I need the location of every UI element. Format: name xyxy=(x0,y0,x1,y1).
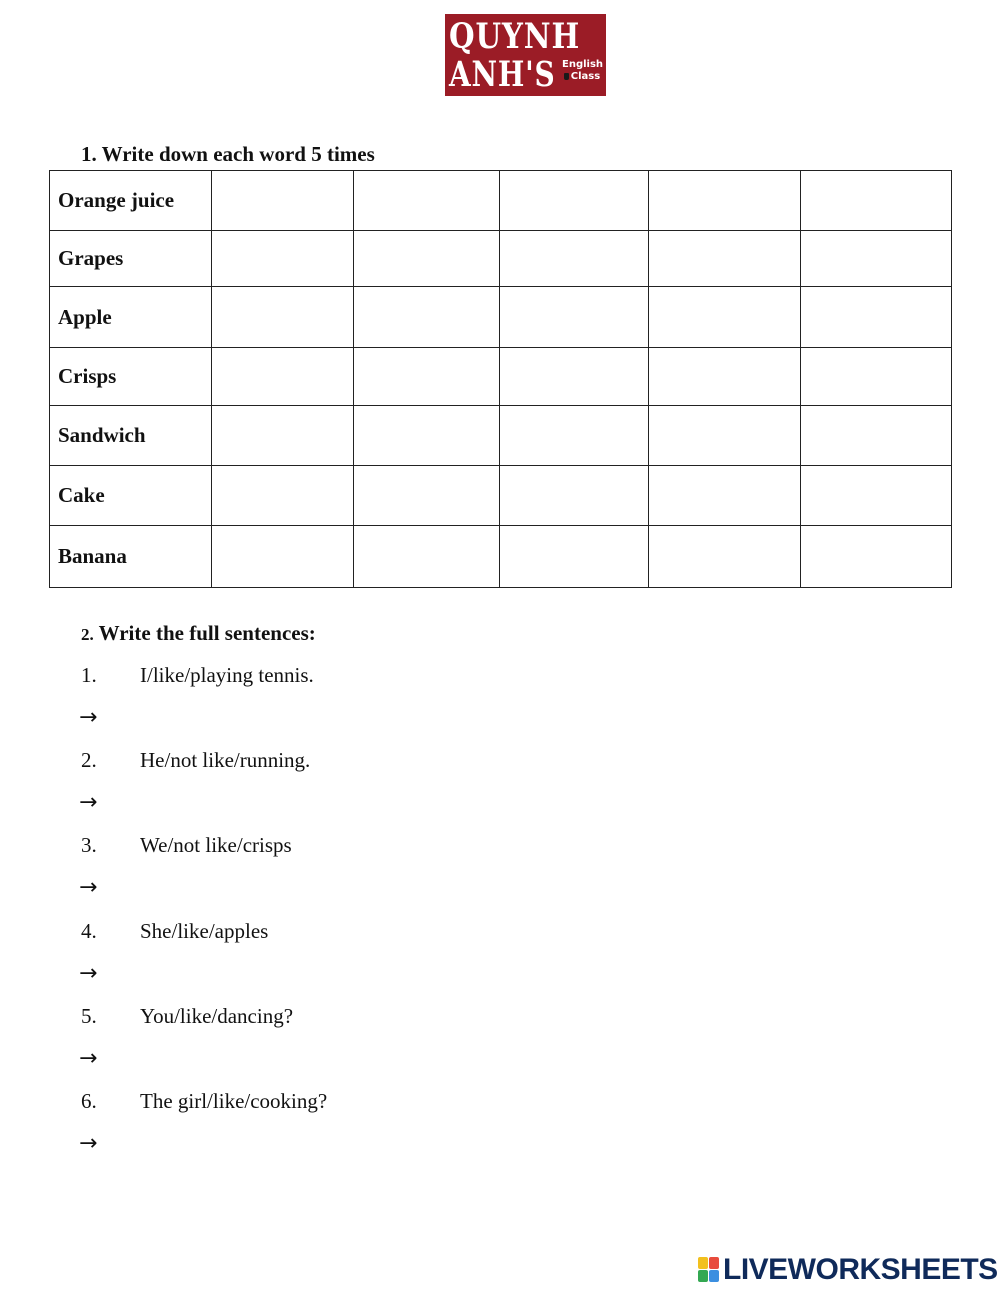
writing-blank-cell[interactable] xyxy=(354,348,500,406)
word-cell: Banana xyxy=(50,526,212,588)
answer-arrow-icon[interactable]: → xyxy=(79,1046,98,1071)
writing-blank-cell[interactable] xyxy=(354,466,500,526)
section-2-title: Write the full sentences: xyxy=(93,621,316,645)
sentence-number: 1. xyxy=(81,663,97,687)
logo-tag-class: Class xyxy=(570,71,601,82)
word-cell: Cake xyxy=(50,466,212,526)
writing-blank-cell[interactable] xyxy=(354,406,500,466)
sentence-prompt: The girl/like/cooking? xyxy=(140,1089,328,1113)
writing-blank-cell[interactable] xyxy=(500,406,649,466)
writing-blank-cell[interactable] xyxy=(354,231,500,287)
logo-tagline xyxy=(562,59,602,83)
writing-blank-cell[interactable] xyxy=(649,171,801,231)
writing-blank-cell[interactable] xyxy=(649,231,801,287)
writing-blank-cell[interactable] xyxy=(649,348,801,406)
sentence-item xyxy=(81,919,268,943)
sentence-number: 4. xyxy=(81,919,97,943)
table-row xyxy=(50,466,952,526)
word-cell: Grapes xyxy=(50,231,212,287)
writing-blank-cell[interactable] xyxy=(500,526,649,588)
cup-icon xyxy=(564,73,569,80)
word-cell: Apple xyxy=(50,287,212,348)
sentence-item xyxy=(81,1089,327,1113)
table-row xyxy=(50,526,952,588)
liveworksheets-brand[interactable] xyxy=(698,1255,998,1285)
sentence-number: 5. xyxy=(81,1004,97,1028)
writing-blank-cell[interactable] xyxy=(500,466,649,526)
section-1-heading: 1. Write down each word 5 times xyxy=(81,142,375,166)
sentence-number: 6. xyxy=(81,1089,97,1113)
answer-arrow-icon[interactable]: → xyxy=(79,961,98,986)
writing-blank-cell[interactable] xyxy=(649,406,801,466)
sentence-item xyxy=(81,663,314,687)
writing-blank-cell[interactable] xyxy=(500,287,649,348)
sentence-item xyxy=(81,833,292,857)
sentence-prompt: We/not like/crisps xyxy=(140,833,292,857)
writing-blank-cell[interactable] xyxy=(500,171,649,231)
word-cell: Sandwich xyxy=(50,406,212,466)
table-row xyxy=(50,287,952,348)
writing-blank-cell[interactable] xyxy=(801,406,952,466)
writing-blank-cell[interactable] xyxy=(212,287,354,348)
writing-blank-cell[interactable] xyxy=(354,171,500,231)
writing-blank-cell[interactable] xyxy=(801,526,952,588)
writing-blank-cell[interactable] xyxy=(212,171,354,231)
section-2-number: 2. xyxy=(81,625,94,644)
sentence-prompt: She/like/apples xyxy=(140,919,269,943)
section-2-heading xyxy=(81,621,316,647)
sentence-prompt: You/like/dancing? xyxy=(140,1004,294,1028)
answer-arrow-icon[interactable]: → xyxy=(79,875,98,900)
writing-blank-cell[interactable] xyxy=(354,526,500,588)
table-row xyxy=(50,231,952,287)
writing-blank-cell[interactable] xyxy=(500,348,649,406)
writing-blank-cell[interactable] xyxy=(212,406,354,466)
writing-blank-cell[interactable] xyxy=(801,287,952,348)
sentence-number: 2. xyxy=(81,748,97,772)
word-cell: Crisps xyxy=(50,348,212,406)
logo-tag-english: English xyxy=(562,59,604,70)
logo-line-1: QUYNH xyxy=(449,16,581,57)
sentence-number: 3. xyxy=(81,833,97,857)
writing-blank-cell[interactable] xyxy=(649,287,801,348)
writing-blank-cell[interactable] xyxy=(801,348,952,406)
answer-arrow-icon[interactable]: → xyxy=(79,790,98,815)
answer-arrow-icon[interactable]: → xyxy=(79,1131,98,1156)
writing-blank-cell[interactable] xyxy=(212,466,354,526)
sentence-item xyxy=(81,1004,293,1028)
writing-blank-cell[interactable] xyxy=(500,231,649,287)
table-row xyxy=(50,348,952,406)
writing-blank-cell[interactable] xyxy=(212,231,354,287)
writing-blank-cell[interactable] xyxy=(801,171,952,231)
writing-blank-cell[interactable] xyxy=(212,348,354,406)
word-practice-table xyxy=(49,170,952,588)
word-cell: Orange juice xyxy=(50,171,212,231)
writing-blank-cell[interactable] xyxy=(212,526,354,588)
class-logo xyxy=(445,14,606,96)
liveworksheets-logo-icon xyxy=(698,1257,720,1283)
writing-blank-cell[interactable] xyxy=(354,287,500,348)
sentence-item xyxy=(81,748,310,772)
sentence-prompt: I/like/playing tennis. xyxy=(140,663,314,687)
answer-arrow-icon[interactable]: → xyxy=(79,705,98,730)
brand-text: LIVEWORKSHEETS xyxy=(723,1253,998,1286)
writing-blank-cell[interactable] xyxy=(649,466,801,526)
table-row xyxy=(50,171,952,231)
sentence-prompt: He/not like/running. xyxy=(140,748,311,772)
writing-blank-cell[interactable] xyxy=(649,526,801,588)
table-row xyxy=(50,406,952,466)
writing-blank-cell[interactable] xyxy=(801,231,952,287)
writing-blank-cell[interactable] xyxy=(801,466,952,526)
logo-line-2: ANH'S xyxy=(449,54,556,95)
